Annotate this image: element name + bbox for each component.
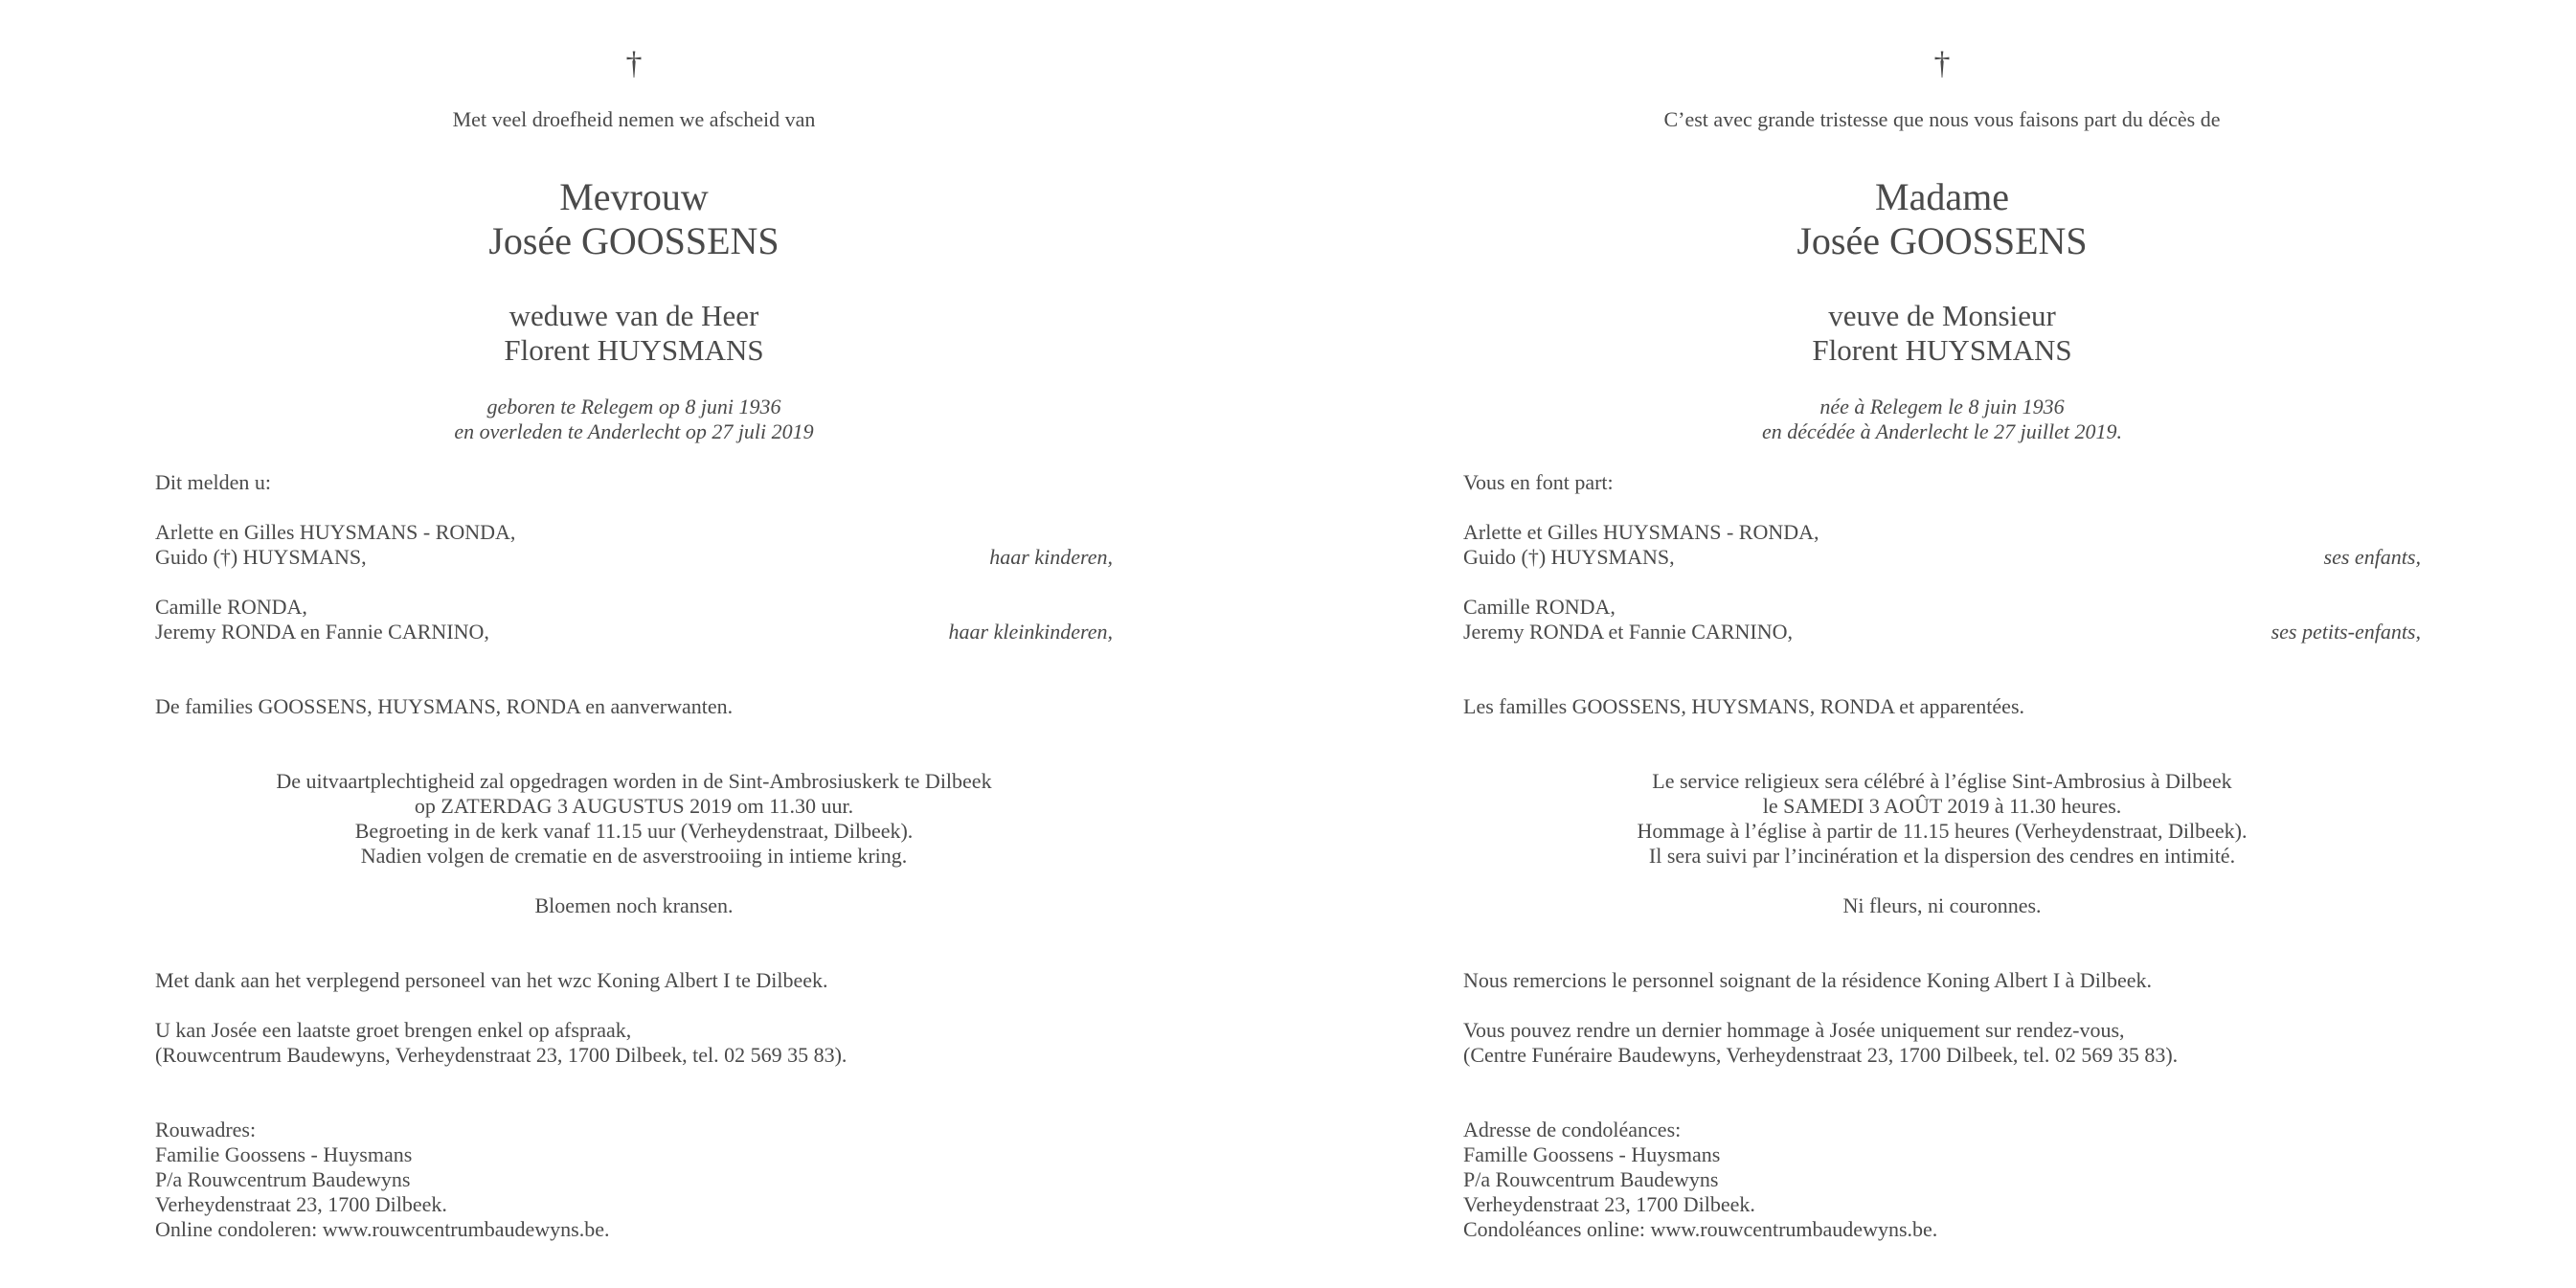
children-line: Arlette et Gilles HUYSMANS - RONDA, (1463, 520, 1819, 544)
flowers-note: Ni fleurs, ni couronnes. (1842, 893, 2042, 917)
funeral-details (1463, 769, 2421, 869)
grandchildren-line-2 (1463, 620, 2421, 644)
children-relation: haar kinderen, (989, 545, 1113, 569)
death-line: en décédée à Anderlecht le 27 juillet 2019. (1762, 419, 2122, 443)
address-line: P/a Rouwcentrum Baudewyns (155, 1167, 411, 1191)
spouse-relation: weduwe van de Heer (508, 299, 759, 332)
funeral-line: le SAMEDI 3 AOÛT 2019 à 11.30 heures. (1762, 794, 2122, 818)
address-block (1463, 1118, 2421, 1242)
visit-line: (Rouwcentrum Baudewyns, Verheydenstraat 23, 1700 Dilbeek, tel. 02 569 35 83). (155, 1043, 847, 1067)
children-block (1463, 520, 2421, 570)
grandchildren-relation: ses petits-enfants, (2271, 620, 2421, 644)
address-line: P/a Rouwcentrum Baudewyns (1463, 1167, 1719, 1191)
children-block (155, 520, 1113, 570)
children-line-2 (1463, 545, 2421, 570)
deceased-name: Josée GOOSSENS (488, 219, 780, 262)
address-heading: Adresse de condoléances: (1463, 1118, 1682, 1141)
address-block (155, 1118, 1113, 1242)
grandchildren-block (1463, 595, 2421, 644)
announce-line: Vous en font part: (1463, 470, 1614, 494)
spouse-name: Florent HUYSMANS (1812, 333, 2072, 367)
children-name: Guido (†) HUYSMANS, (1463, 545, 1675, 569)
thanks-line: Met dank aan het verplegend personeel van het wzc Koning Albert I te Dilbeek. (155, 968, 828, 992)
visit-line: Vous pouvez rendre un dernier hommage à Josée uniquement sur rendez-vous, (1463, 1018, 2125, 1042)
salutation: Mevrouw (559, 175, 709, 218)
intro-text: Met veel droefheid nemen we afscheid van (452, 107, 816, 131)
visit-block (155, 1018, 1113, 1068)
families-line: De families GOOSSENS, HUYSMANS, RONDA en aanverwanten. (155, 694, 734, 718)
families-line: Les familles GOOSSENS, HUYSMANS, RONDA et apparentées. (1463, 694, 2025, 718)
spouse-block (155, 299, 1113, 368)
address-heading: Rouwadres: (155, 1118, 257, 1141)
salutation: Madame (1875, 175, 2009, 218)
death-line: en overleden te Anderlecht op 27 juli 2019 (454, 419, 814, 443)
grandchildren-block (155, 595, 1113, 644)
life-dates (1463, 395, 2421, 444)
spouse-name: Florent HUYSMANS (504, 333, 764, 367)
address-line: Verheydenstraat 23, 1700 Dilbeek. (155, 1192, 447, 1216)
cross-icon: † (625, 46, 643, 81)
funeral-line: Hommage à l’église à partir de 11.15 heures (Verheydenstraat, Dilbeek). (1637, 819, 2248, 843)
online-condolence-line: Condoléances online: www.rouwcentrumbaudewyns.be. (1463, 1217, 1938, 1241)
address-line: Verheydenstraat 23, 1700 Dilbeek. (1463, 1192, 1755, 1216)
children-line-2 (155, 545, 1113, 570)
notice-column-dutch (155, 0, 1113, 1288)
visit-line: (Centre Funéraire Baudewyns, Verheydenstraat 23, 1700 Dilbeek, tel. 02 569 35 83). (1463, 1043, 2179, 1067)
intro-text: C’est avec grande tristesse que nous vous faisons part du décès de (1663, 107, 2221, 131)
funeral-line: op ZATERDAG 3 AUGUSTUS 2019 om 11.30 uur. (414, 794, 854, 818)
life-dates (155, 395, 1113, 444)
grandchildren-name: Jeremy RONDA et Fannie CARNINO, (1463, 620, 1794, 644)
children-name: Guido (†) HUYSMANS, (155, 545, 367, 569)
online-condolence-line: Online condoleren: www.rouwcentrumbaudewyns.be. (155, 1217, 610, 1241)
announce-line: Dit melden u: (155, 470, 271, 494)
spouse-relation: veuve de Monsieur (1828, 299, 2056, 332)
birth-line: geboren te Relegem op 8 juni 1936 (486, 395, 781, 418)
notice-column-french (1463, 0, 2421, 1288)
visit-block (1463, 1018, 2421, 1068)
deceased-name-block (1463, 175, 2421, 263)
children-relation: ses enfants, (2323, 545, 2421, 569)
grandchildren-name: Jeremy RONDA en Fannie CARNINO, (155, 620, 489, 644)
spouse-block (1463, 299, 2421, 368)
grandchildren-line: Camille RONDA, (1463, 595, 1616, 619)
deceased-name-block (155, 175, 1113, 263)
cross-icon: † (1933, 46, 1951, 81)
grandchildren-relation: haar kleinkinderen, (948, 620, 1113, 644)
funeral-line: Nadien volgen de crematie en de asverstrooiing in intieme kring. (360, 844, 908, 868)
address-line: Famille Goossens - Huysmans (1463, 1142, 1721, 1166)
children-line: Arlette en Gilles HUYSMANS - RONDA, (155, 520, 516, 544)
funeral-line: Begroeting in de kerk vanaf 11.15 uur (Verheydenstraat, Dilbeek). (354, 819, 914, 843)
funeral-line: De uitvaartplechtigheid zal opgedragen worden in de Sint-Ambrosiuskerk te Dilbeek (276, 769, 992, 793)
funeral-line: Il sera suivi par l’incinération et la dispersion des cendres en intimité. (1648, 844, 2236, 868)
flowers-note: Bloemen noch kransen. (534, 893, 734, 917)
address-line: Familie Goossens - Huysmans (155, 1142, 413, 1166)
thanks-line: Nous remercions le personnel soignant de la résidence Koning Albert I à Dilbeek. (1463, 968, 2153, 992)
birth-line: née à Relegem le 8 juin 1936 (1819, 395, 2065, 418)
funeral-details (155, 769, 1113, 869)
grandchildren-line: Camille RONDA, (155, 595, 307, 619)
deceased-name: Josée GOOSSENS (1796, 219, 2088, 262)
grandchildren-line-2 (155, 620, 1113, 644)
visit-line: U kan Josée een laatste groet brengen enkel op afspraak, (155, 1018, 632, 1042)
funeral-line: Le service religieux sera célébré à l’église Sint-Ambrosius à Dilbeek (1652, 769, 2232, 793)
